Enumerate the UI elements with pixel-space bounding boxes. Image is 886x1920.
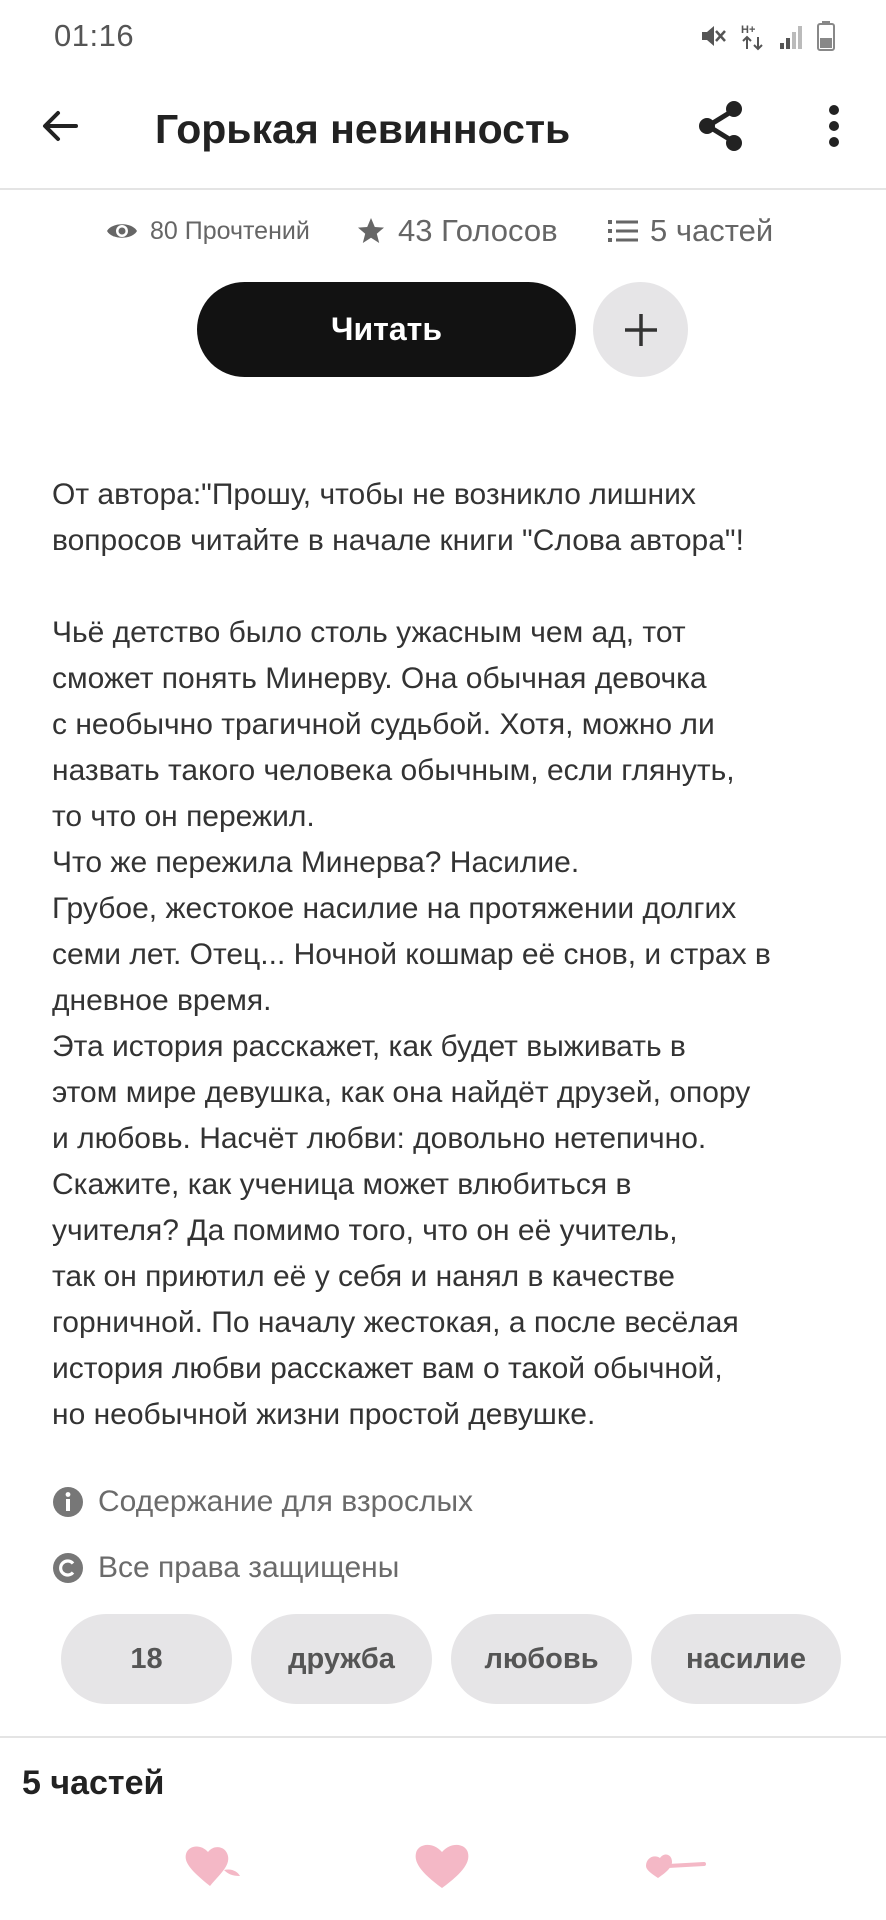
status-time: 01:16 [54,18,135,53]
mature-content-label: Содержание для взрослых [98,1485,474,1518]
plus-icon [621,310,661,350]
mute-icon [698,21,728,51]
tag-chip[interactable]: любовь [451,1614,632,1704]
parts-count: 5 частей [650,213,774,248]
add-to-library-button[interactable] [593,282,688,377]
share-button[interactable] [690,94,754,158]
more-options-button[interactable] [812,94,856,158]
story-stats [0,206,886,256]
tag-chip[interactable]: 18 [61,1614,232,1704]
parts-section-header: 5 частей [22,1764,165,1802]
copyright-label: Все права защищены [98,1551,400,1584]
back-arrow-icon [40,106,80,146]
reads-stat [106,206,310,256]
heart-icon [180,1840,244,1890]
votes-count: 43 Голосов [398,213,558,248]
read-button[interactable]: Читать [197,282,576,377]
tag-list [0,1614,886,1704]
star-icon [356,216,386,246]
eye-icon [106,219,138,243]
story-description: От автора:"Прошу, чтобы не возникло лишних вопросов читайте в начале книги "Слова автора"! Чьё детство было столь ужасным чем ад, тот сможет понять Минерву. Она обычная девочка с необычно трагичной судьбой. Хотя, можно ли назвать такого человека обычным, если глянуть, то что он пережил. Что же пережила Минерва? Насилие. Грубое, жестокое насилие на протяжении долгих семи лет. Отец... Ночной кошмар её снов, и страх в дневное время. Эта история расскажет, как будет выживать в этом мире девушка, как она найдёт друзей, опору и любовь. Насчёт любви: довольно нетепично. Скажите, как ученица может влюбиться в учителя? Да помимо того, что он её учитель, так он приютил её у себя и нанял в качестве горничной. По началу жестокая, а после весёлая история любви расскажет вам о такой обычной, но необычной жизни простой девушке. [52,478,771,1431]
back-button[interactable] [30,96,90,156]
part-thumbnails [0,1840,886,1920]
signal-icon [778,21,804,51]
tag-chip[interactable]: насилие [651,1614,841,1704]
copyright-notice [52,1546,399,1590]
page-title: Горькая невинность [155,106,571,152]
tag-chip[interactable]: дружба [251,1614,432,1704]
status-bar [0,0,886,72]
reads-count: 80 Прочтений [150,216,310,245]
part-thumbnail[interactable] [180,1840,244,1895]
votes-stat [356,206,558,256]
heart-arrow-icon [642,1840,706,1890]
copyright-icon [52,1552,84,1584]
battery-icon [816,20,836,52]
section-divider [0,1736,886,1738]
part-thumbnail[interactable] [642,1840,706,1895]
status-icons [698,18,836,54]
info-icon [52,1486,84,1518]
part-thumbnail[interactable] [412,1840,472,1895]
list-icon [608,218,638,244]
parts-stat [608,206,773,256]
network-hplus-icon [740,21,766,51]
more-vert-icon [827,104,841,148]
share-icon [694,98,750,154]
svg-text:H+: H+ [741,24,756,36]
app-bar [0,72,886,190]
heart-icon [412,1840,472,1890]
mature-content-notice [52,1480,473,1524]
